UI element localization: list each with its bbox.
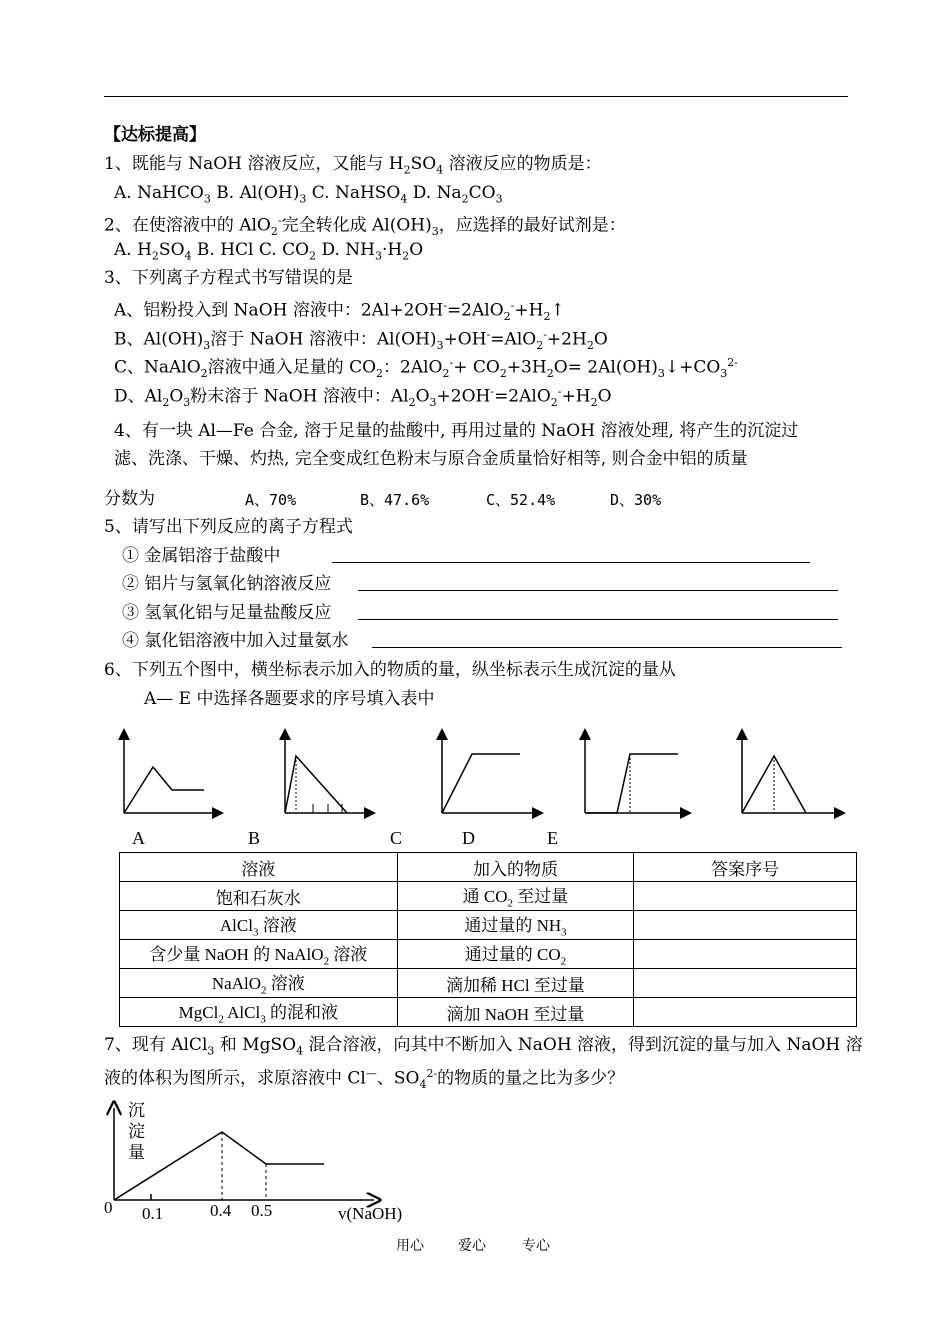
q3-option-b: B、$Al(OH)_3$溶于 NaOH 溶液中：$Al(OH)_3+OH^-=AlO_2^-+2H_2O$	[114, 328, 608, 353]
table-header: 加入的物质	[397, 853, 634, 882]
graph-label-e: E	[547, 828, 558, 848]
table-row	[120, 882, 857, 911]
q1-options: A. NaHCO$_3$ B. $Al(OH)_3$ C. NaHSO$_4$ D. $Na_2CO_3$	[114, 183, 503, 206]
table-row	[120, 969, 857, 998]
graph-a	[124, 734, 218, 813]
q5-item-3: ③ 氢氧化铝与足量盐酸反应	[122, 603, 332, 623]
table-cell-reagent: 滴加稀 HCl 至过量	[397, 969, 634, 998]
q4-option-c: C、52.4%	[486, 491, 556, 509]
q4-option-d: D、30%	[610, 491, 662, 509]
q5-answer-line-3[interactable]	[358, 603, 838, 620]
table-cell-answer[interactable]	[634, 969, 857, 998]
q5-item-1: ① 金属铝溶于盐酸中	[122, 546, 281, 566]
graph-label-c: C	[390, 828, 403, 848]
table-cell-reagent: 通过量的 $CO_2$	[397, 940, 634, 969]
footer-text-2: 爱心	[458, 1238, 486, 1254]
graph-e	[742, 734, 840, 813]
table-cell-answer[interactable]	[634, 940, 857, 969]
q3-option-a: A、铝粉投入到 NaOH 溶液中：$2Al+2OH^-=2AlO_2^-+H_2↑$	[114, 299, 565, 324]
graph-b	[285, 734, 370, 813]
table-header-row	[120, 853, 857, 882]
q5-answer-line-1[interactable]	[332, 546, 810, 563]
table-cell-answer[interactable]	[634, 998, 857, 1027]
q6-line1: 6、下列五个图中，横坐标表示加入的物质的量，纵坐标表示生成沉淀的量从	[104, 660, 676, 680]
graph-label-b: B	[248, 828, 261, 848]
table-cell-solution: AlCl$_3$ 溶液	[120, 911, 398, 940]
q5-item-2: ② 铝片与氢氧化钠溶液反应	[122, 574, 332, 594]
q4-lead: 分数为	[104, 489, 155, 509]
q2-options: A. $H_2SO_4$ B. HCl C. $CO_2$ D. $NH_3\cdot H_2O$	[114, 240, 424, 263]
q5-item-4: ④ 氯化铝溶液中加入过量氨水	[122, 631, 349, 651]
footer-text-1: 用心	[396, 1238, 424, 1254]
q7-line2: 液的体积为图所示，求原溶液中 Cl—、$SO_4^{2-}$的物质的量之比为多少？	[104, 1067, 625, 1092]
q7-tick-label: 0.4	[210, 1201, 232, 1220]
q7-line1: 7、现有 AlCl$_3$ 和 MgSO$_4$ 混合溶液，向其中不断加入 NaOH 溶液，得到沉淀的量与加入 NaOH 溶	[104, 1035, 863, 1058]
q4-option-b: B、47.6%	[360, 491, 430, 509]
graph-label-d: D	[462, 828, 475, 848]
table-cell-answer[interactable]	[634, 882, 857, 911]
table-header: 溶液	[120, 853, 398, 882]
table-cell-solution: 饱和石灰水	[120, 882, 398, 911]
table-cell-reagent: 通 $CO_2$ 至过量	[397, 882, 634, 911]
table-cell-solution: NaAlO$_2$ 溶液	[120, 969, 398, 998]
q7-tick-label: 0.1	[142, 1204, 164, 1223]
q7-x-axis-label: v(NaOH)	[338, 1204, 403, 1223]
graph-label-a: A	[132, 828, 145, 848]
table-cell-solution: 含少量 NaOH 的 NaAlO$_2$ 溶液	[120, 940, 398, 969]
q5-answer-line-4[interactable]	[372, 631, 842, 648]
q2-stem: 2、在使溶液中的 AlO$_2$-完全转化成 $Al(OH)_3$，应选择的最好试剂是：	[104, 214, 626, 239]
q7-origin-label: 0	[104, 1198, 113, 1217]
graph-c	[442, 734, 538, 813]
q4-line2: 滤、洗涤、干燥、灼热, 完全变成红色粉末与原合金质量恰好相等, 则合金中铝的质量	[114, 449, 748, 469]
table-header: 答案序号	[634, 853, 857, 882]
footer-text-3: 专心	[522, 1238, 550, 1254]
q3-option-c: C、NaAlO$_2$溶液中通入足量的 $CO_2$：$2AlO_2^-+ CO_2+3H_2O=$ $2Al(OH)_3↓+CO_3^{2-}$	[114, 356, 739, 381]
q7-y-label-3: 量	[128, 1143, 145, 1162]
table-row	[120, 998, 857, 1027]
q6-line2: A— E 中选择各题要求的序号填入表中	[144, 689, 435, 709]
table-row	[120, 940, 857, 969]
header-rule	[104, 96, 848, 97]
q7-y-label-2: 淀	[128, 1122, 145, 1141]
q4-line1: 4、有一块 Al—Fe 合金, 溶于足量的盐酸中, 再用过量的 NaOH 溶液处理, 将产生的沉淀过	[114, 421, 799, 441]
q7-tick-label: 0.5	[251, 1201, 273, 1220]
q5-answer-line-2[interactable]	[358, 574, 838, 591]
q4-option-a: A、70%	[245, 491, 297, 509]
table-cell-reagent: 通过量的 $NH_3$	[397, 911, 634, 940]
table-row	[120, 911, 857, 940]
graph-d	[585, 734, 686, 813]
q3-stem: 3、下列离子方程式书写错误的是	[104, 268, 353, 288]
table-cell-reagent: 滴加 NaOH 至过量	[397, 998, 634, 1027]
table-cell-solution: MgCl$_2$ AlCl$_3$ 的混和液	[120, 998, 398, 1027]
q6-answer-table	[119, 852, 857, 1027]
q5-stem: 5、请写出下列反应的离子方程式	[104, 517, 353, 537]
q7-y-label-1: 沉	[128, 1101, 145, 1120]
q1-stem: 1、既能与 NaOH 溶液反应，又能与 $H_2SO_4$ 溶液反应的物质是：	[104, 154, 602, 177]
q6-graphs	[110, 726, 850, 826]
table-cell-answer[interactable]	[634, 911, 857, 940]
section-title: 【达标提高】	[104, 125, 206, 145]
q3-option-d: D、$Al_2O_3$粉末溶于 NaOH 溶液中：$Al_2O_3+2OH^-=2AlO_2^-+H_2O$	[114, 385, 612, 410]
